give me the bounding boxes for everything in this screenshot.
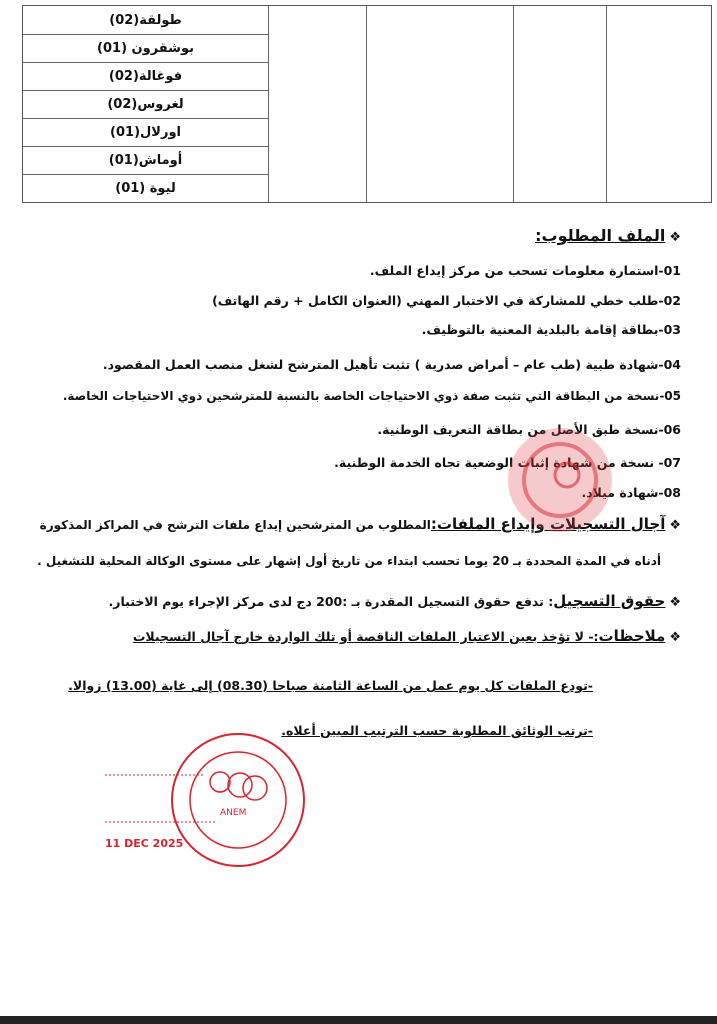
list-item: 03-بطاقة إقامة بالبلدية المعنية بالتوظيف. <box>421 322 681 337</box>
table-cell: لغروس(02) <box>23 90 268 119</box>
list-item: 08-شهادة ميلاد. <box>581 485 681 500</box>
round-stamp-faded <box>495 420 625 540</box>
table-cell: اورلال(01) <box>23 118 268 147</box>
table-cell: ليوة (01) <box>115 180 176 196</box>
list-item: 05-نسخة من البطاقة التي تثبت صفة ذوي الاحتياجات الخاصة بالنسبة للمترشحين ذوي الاحتياجات الخاصة. <box>62 389 681 403</box>
deadlines-heading: آجال التسجيلات وإيداع الملفات: <box>430 515 666 533</box>
table-cell: فوغالة(02) <box>23 62 268 91</box>
notes-line-3: -ترتب الوثائق المطلوبة حسب الترتيب المبين أعلاه. <box>281 723 593 738</box>
list-item: 02-طلب خطي للمشاركة في الاختبار المهني (العنوان الكامل + رقم الهاتف) <box>212 293 681 308</box>
anem-stamp <box>95 730 305 870</box>
svg-text:ANEM: ANEM <box>220 808 247 818</box>
title-text: الملف المطلوب: <box>535 226 666 245</box>
diamond-bullet-icon: ❖ <box>669 595 681 610</box>
list-item: 06-نسخة طبق الأصل من بطاقة التعريف الوطنية. <box>377 422 681 437</box>
notes-paragraph <box>133 627 681 645</box>
table-cell: طولقة(02) <box>23 6 268 35</box>
list-item: 07- نسخة من شهادة إثبات الوضعية تجاه الخدمة الوطنية. <box>334 455 681 470</box>
notes-line-2: -تودع الملفات كل يوم عمل من الساعة الثامنة صباحا (08.30) إلى غاية (13.00) زوالا. <box>68 678 593 693</box>
locations-table <box>22 5 712 203</box>
list-item: 01-استمارة معلومات تسحب من مركز إيداع الملف. <box>369 263 681 278</box>
deadlines-text-2: أدناه في المدة المحددة بـ 20 يوما تحسب ابتداء من تاريخ أول إشهار على مستوى الوكالة المحلية للتشغيل . <box>37 554 661 568</box>
deadlines-text: المطلوب من المترشحين إيداع ملفات الترشح في المراكز المذكورة <box>39 518 431 532</box>
table-divider <box>268 6 269 202</box>
table-cell: أوماش(01) <box>23 146 268 175</box>
table-cell: بوشقرون (01) <box>23 34 268 63</box>
diamond-bullet-icon: ❖ <box>669 230 681 245</box>
diamond-bullet-icon: ❖ <box>669 518 681 533</box>
fees-heading: حقوق التسجيل <box>553 592 666 610</box>
table-divider <box>606 6 607 202</box>
notes-heading: ملاحظات <box>598 627 666 645</box>
svg-text:11 DEC 2025: 11 DEC 2025 <box>105 837 184 850</box>
fees-text: : تدفع حقوق التسجيل المقدرة بـ :200 دج لدى مركز الإجراء يوم الاختبار. <box>108 594 554 609</box>
required-file-title <box>535 226 681 245</box>
diamond-bullet-icon: ❖ <box>669 630 681 645</box>
list-item: 04-شهادة طبية (طب عام – أمراض صدرية ) تثبت تأهيل المترشح لشغل منصب العمل المقصود. <box>102 357 681 372</box>
fees-paragraph <box>109 592 682 610</box>
notes-text: :- لا تؤخذ بعين الاعتبار الملفات الناقصة أو تلك الواردة خارج آجال التسجيلات <box>132 629 599 644</box>
table-divider <box>513 6 514 202</box>
scan-border <box>0 1016 717 1024</box>
table-divider <box>366 6 367 202</box>
